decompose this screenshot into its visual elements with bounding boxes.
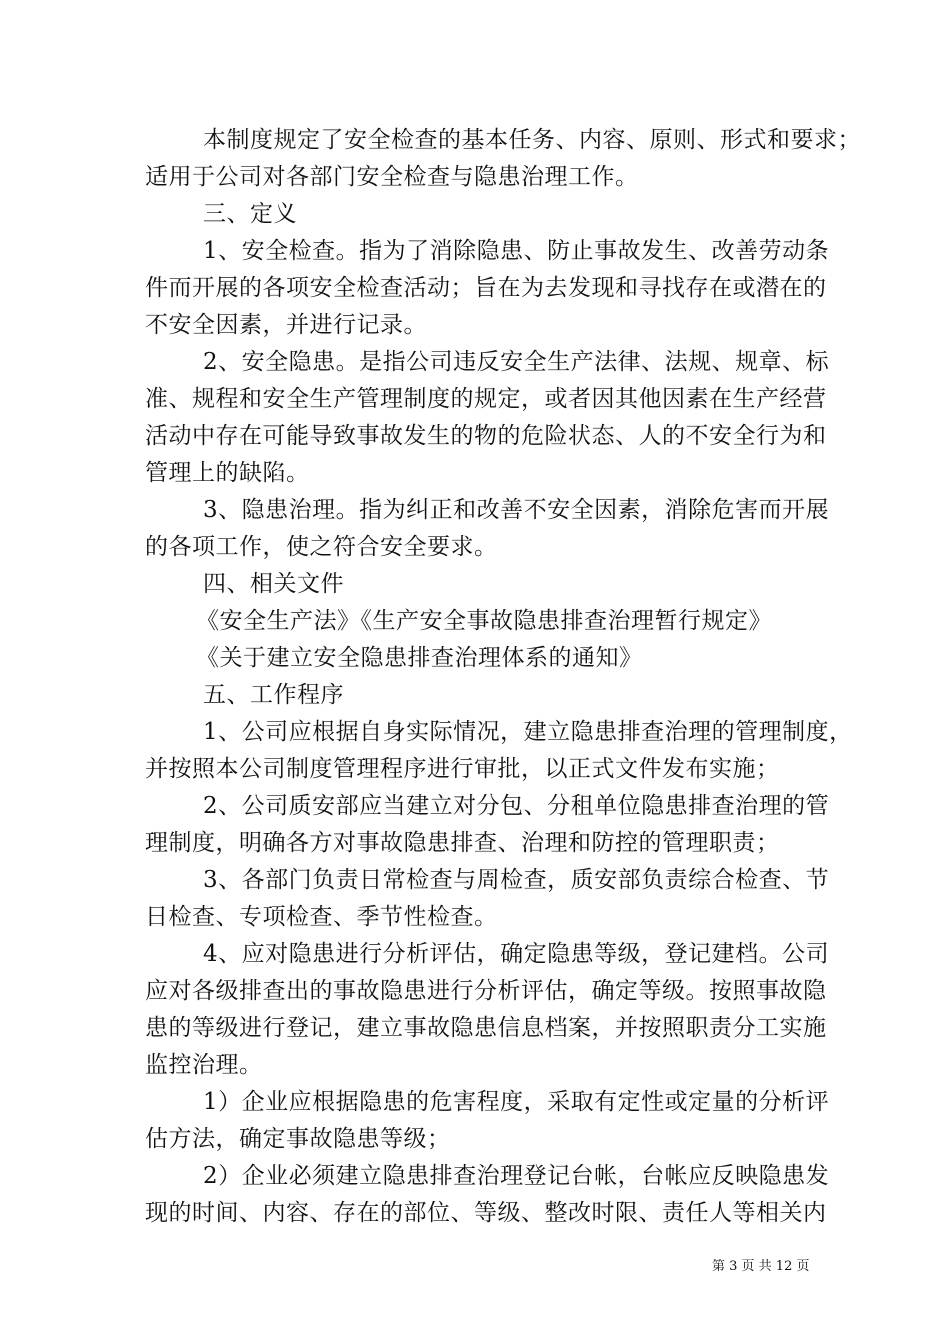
- paragraph-line: 并按照本公司制度管理程序进行审批，以正式文件发布实施；: [145, 756, 780, 782]
- paragraph-line: 件而开展的各项安全检查活动；旨在为去发现和寻找存在或潜在的: [145, 275, 827, 301]
- paragraph-line: 监控治理。: [145, 1052, 263, 1078]
- paragraph-line: 2、公司质安部应当建立对分包、分租单位隐患排查治理的管: [203, 793, 830, 819]
- paragraph-line: 2、安全隐患。是指公司违反安全生产法律、法规、规章、标: [203, 349, 830, 375]
- paragraph-line: 3、各部门负责日常检查与周检查，质安部负责综合检查、节: [203, 867, 830, 893]
- section-heading: 五、工作程序: [203, 682, 344, 708]
- section-heading: 三、定义: [203, 201, 297, 227]
- paragraph-line: 1）企业应根据隐患的危害程度，采取有定性或定量的分析评: [203, 1089, 830, 1115]
- paragraph-line: 理制度，明确各方对事故隐患排查、治理和防控的管理职责；: [145, 830, 780, 856]
- paragraph-line: 准、规程和安全生产管理制度的规定，或者因其他因素在生产经营: [145, 386, 827, 412]
- reference-line: 《关于建立安全隐患排查治理体系的通知》: [196, 645, 643, 671]
- paragraph-line: 1、安全检查。指为了消除隐患、防止事故发生、改善劳动条: [203, 238, 830, 264]
- paragraph-line: 1、公司应根据自身实际情况，建立隐患排查治理的管理制度，: [203, 719, 853, 745]
- paragraph-line: 适用于公司对各部门安全检查与隐患治理工作。: [145, 164, 639, 190]
- page-number: 第 3 页 共 12 页: [712, 1259, 810, 1274]
- paragraph-line: 不安全因素，并进行记录。: [145, 312, 427, 338]
- reference-line: 《安全生产法》《生产安全事故隐患排查治理暂行规定》: [196, 608, 772, 634]
- paragraph-line: 患的等级进行登记，建立事故隐患信息档案，并按照职责分工实施: [145, 1015, 827, 1041]
- paragraph-line: 的各项工作，使之符合安全要求。: [145, 534, 498, 560]
- paragraph-line: 本制度规定了安全检查的基本任务、内容、原则、形式和要求；: [203, 127, 861, 153]
- paragraph-line: 2）企业必须建立隐患排查治理登记台帐，台帐应反映隐患发: [203, 1163, 830, 1189]
- paragraph-line: 4、应对隐患进行分析评估，确定隐患等级，登记建档。公司: [203, 941, 830, 967]
- section-heading: 四、相关文件: [203, 571, 344, 597]
- paragraph-line: 估方法，确定事故隐患等级；: [145, 1126, 451, 1152]
- paragraph-line: 日检查、专项检查、季节性检查。: [145, 904, 498, 930]
- paragraph-line: 现的时间、内容、存在的部位、等级、整改时限、责任人等相关内: [145, 1200, 827, 1226]
- paragraph-line: 活动中存在可能导致事故发生的物的危险状态、人的不安全行为和: [145, 423, 827, 449]
- paragraph-line: 3、隐患治理。指为纠正和改善不安全因素，消除危害而开展: [203, 497, 830, 523]
- paragraph-line: 管理上的缺陷。: [145, 460, 310, 486]
- paragraph-line: 应对各级排查出的事故隐患进行分析评估，确定等级。按照事故隐: [145, 978, 827, 1004]
